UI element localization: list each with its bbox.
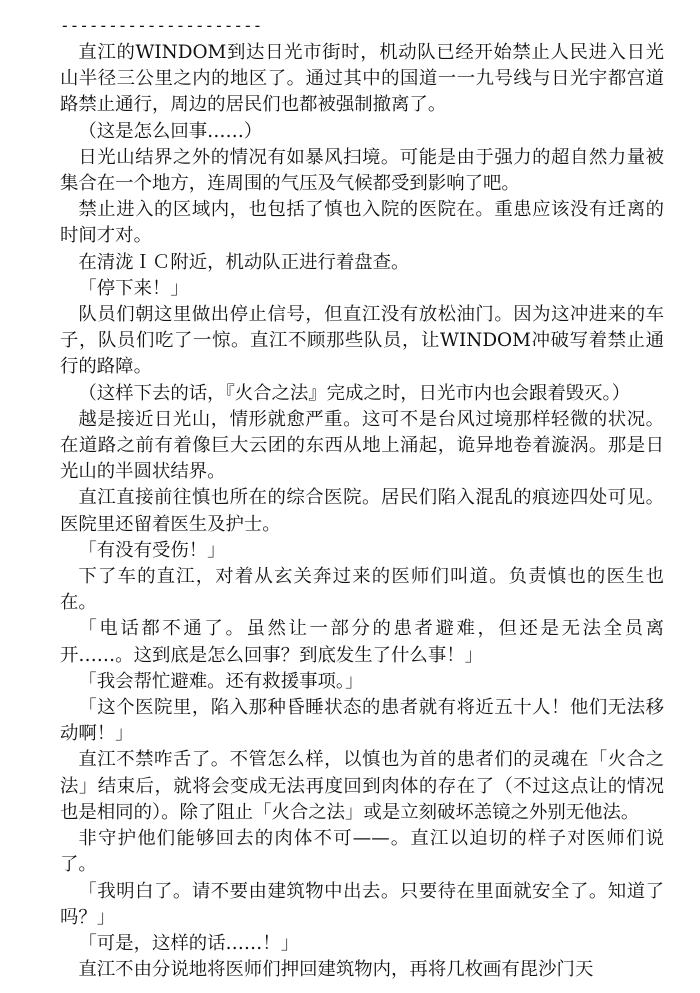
separator-line: --------------------- (60, 16, 263, 35)
paragraph: 「有没有受伤！」 (78, 539, 226, 561)
paragraph: 直江的WINDOM到达日光市街时，机动队已经开始禁止人民进入日光山半径三公里之内的地区了。通过其中的国道一一九号线与日光宇都宫道路禁止通行，周边的居民们也都被强制撤离了。 (60, 42, 664, 116)
paragraph: 「停下来！」 (78, 277, 189, 299)
paragraph: （这是怎么回事……） (78, 120, 263, 142)
paragraph: 「这个医院里，陷入那种昏睡状态的患者就有将近五十人！他们无法移动啊！」 (60, 697, 664, 745)
paragraph: 队员们朝这里做出停止信号，但直江没有放松油门。因为这冲进来的车子，队员们吃了一惊。直江不顾那些队员，让WINDOM冲破写着禁止通行的路障。 (60, 304, 664, 378)
paragraph: 直江不禁咋舌了。不管怎么样，以慎也为首的患者们的灵魂在「火合之法」结束后，就将会变成无法再度回到肉体的存在了（不过这点让的情况也是相同的）。除了阻止「火合之法」或是立刻破坏恙镜之外别无他法。 (60, 749, 664, 823)
paragraph: 非守护他们能够回去的肉体不可——。直江以迫切的样子对医师们说了。 (60, 828, 664, 876)
paragraph: 越是接近日光山，情形就愈严重。这可不是台风过境那样轻微的状况。在道路之前有着像巨大云团的东西从地上涌起，诡异地卷着漩涡。那是日光山的半圆状结界。 (60, 408, 664, 483)
paragraph: 「我会帮忙避难。还有救援事项。」 (78, 670, 364, 692)
paragraph: 「可是，这样的话……！」 (78, 932, 300, 954)
paragraph: 在清泷ＩＣ附近，机动队正进行着盘查。 (78, 251, 410, 273)
paragraph: 「我明白了。请不要由建筑物中出去。只要待在里面就安全了。知道了吗？」 (60, 880, 664, 928)
paragraph: （这样下去的话，『火合之法』完成之时，日光市内也会跟着毁灭。） (78, 382, 631, 404)
paragraph: 禁止进入的区域内，也包括了慎也入院的医院在。重患应该没有迁离的时间才对。 (60, 199, 664, 247)
paragraph: 「电话都不通了。虽然让一部分的患者避难，但还是无法全员离开……。这到底是怎么回事？到底发生了什么事！」 (60, 618, 664, 666)
paragraph: 直江直接前往慎也所在的综合医院。居民们陷入混乱的痕迹四处可见。医院里还留着医生及护士。 (60, 487, 664, 535)
body-text (60, 40, 664, 983)
paragraph: 直江不由分说地将医师们押回建筑物内，再将几枚画有毘沙门天 (78, 959, 594, 981)
paragraph: 下了车的直江，对着从玄关奔过来的医师们叫道。负责慎也的医生也在。 (60, 566, 664, 614)
paragraph: 日光山结界之外的情况有如暴风扫境。可能是由于强力的超自然力量被集合在一个地方，连周围的气压及气候都受到影响了吧。 (60, 146, 664, 195)
